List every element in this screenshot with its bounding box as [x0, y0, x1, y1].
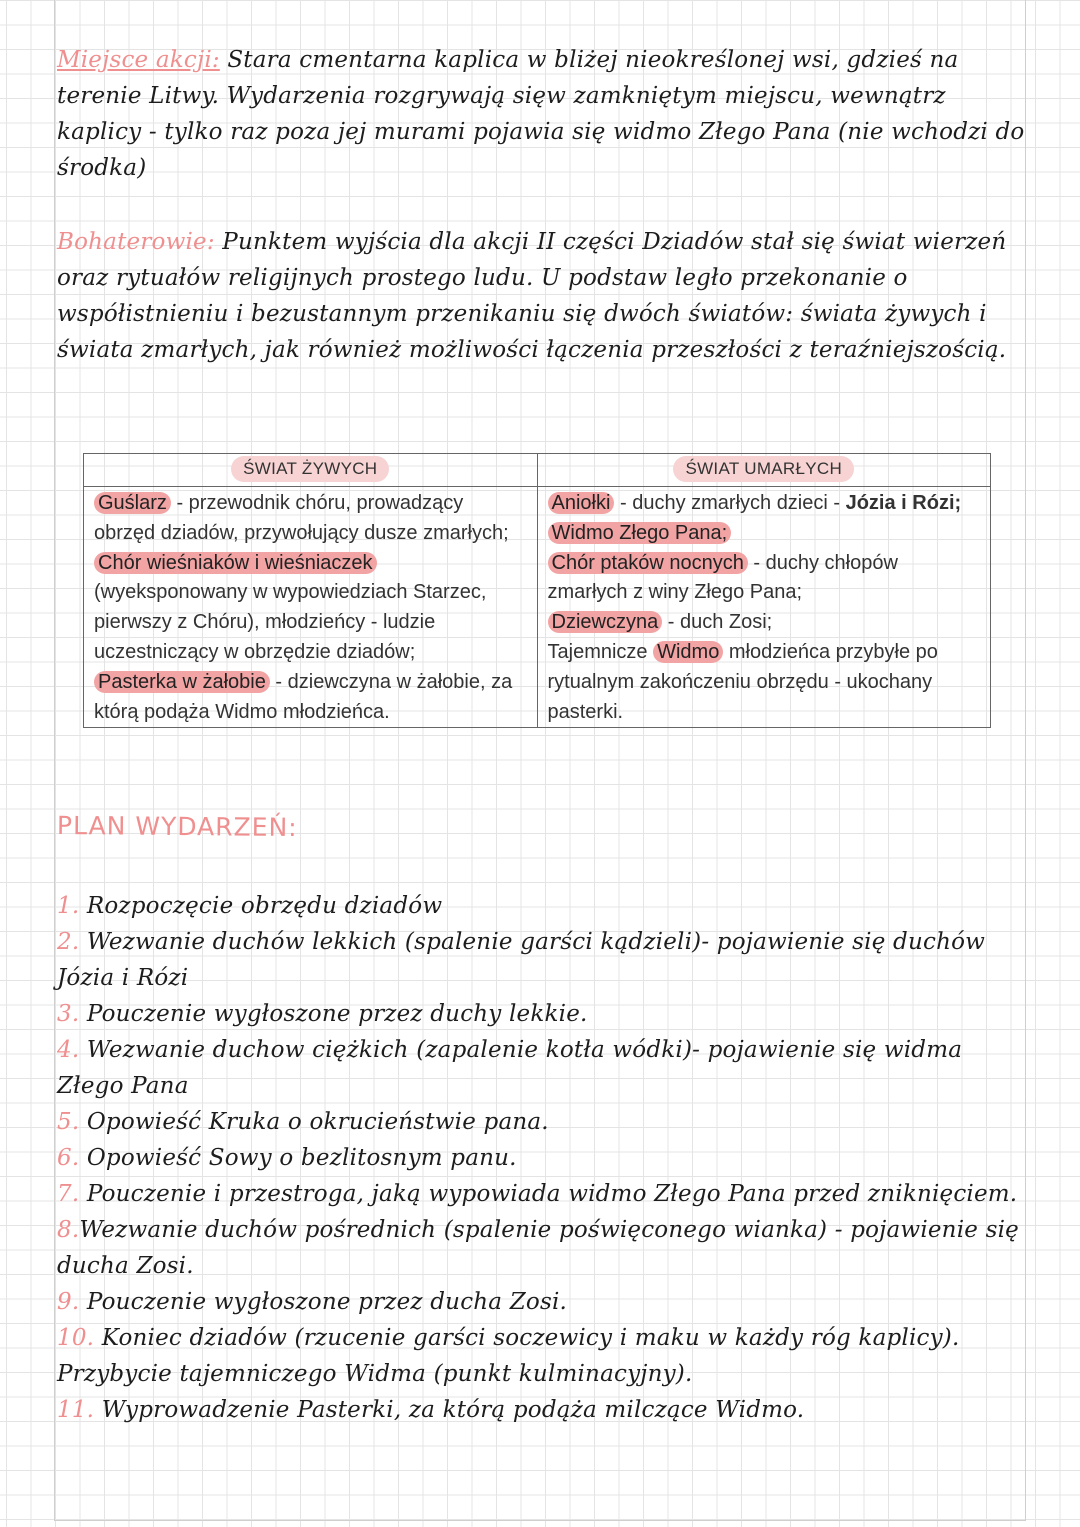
plan-item: 11. Wyprowadzenie Pasterki, za którą podąża milczące Widmo. [57, 1397, 805, 1423]
dead-world-header: ŚWIAT UMARŁYCH [537, 454, 991, 487]
night-birds-choir-desc: - duchy chłopów zmarłych z winy Złego Pana; [547, 551, 898, 604]
heroes-label: Bohaterowie: [57, 229, 215, 255]
angels-desc: - duchy zmarłych dzieci - [614, 492, 846, 514]
worlds-table-body-row [84, 487, 991, 728]
plan-item: 3. Pouczenie wygłoszone przez duchy lekkie. [57, 1001, 588, 1027]
setting-text: Stara cmentarna kaplica w bliżej nieokreślonej wsi, gdzieś na terenie Litwy. Wydarzenia rozgrywają sięw zamkniętym miejscu, wewnątrz kaplicy - tylko raz poza jej murami pojawia się widmo Złego Pana (nie wchodzi do środka) [57, 47, 1025, 181]
plan-item: 9. Pouczenie wygłoszone przez ducha Zosi. [57, 1289, 568, 1315]
plan-title: PLAN WYDARZEŃ: [56, 810, 298, 843]
plan-item: 8.Wezwanie duchów pośrednich (spalenie poświęconego wianka) - pojawienie się ducha Zosi. [57, 1217, 1019, 1279]
setting-label: Miejsce akcji: [57, 47, 220, 73]
setting-paragraph [57, 42, 1032, 186]
shepherdess-name: Pasterka w żałobie [94, 671, 270, 693]
evil-lord-phantom-name: Widmo Złego Pana; [548, 522, 732, 544]
shepherdess-desc: - dziewczyna w żałobie, za którą podąża Widmo młodzieńca. [94, 670, 513, 723]
plan-item: 6. Opowieść Sowy o bezlitosnym panu. [57, 1145, 517, 1171]
girl-desc: - duch Zosi; [662, 611, 773, 634]
plan-item: 10. Koniec dziadów (rzucenie garści soczewicy i maku w każdy róg kaplicy). Przybycie tajemniczego Widma (punkt kulminacyjny). [57, 1325, 960, 1387]
phantom-prefix: Tajemnicze [547, 640, 654, 663]
heroes-text: Punktem wyjścia dla akcji II części Dziadów stał się świat wierzeń oraz rytuałów religijnych prostego ludu. U podstaw legło przekonanie o współistnieniu i bezustannym przenikaniu się dwóch światów: świata żywych i świata zmarłych, jak również możliwości łączenia przeszłości z teraźniejszością. [57, 229, 1007, 363]
living-world-header: ŚWIAT ŻYWYCH [84, 454, 538, 487]
girl-name: Dziewczyna [548, 611, 663, 633]
villagers-choir-desc: (wyeksponowany w wypowiedziach Starzec, pierwszy z Chóru), młodzieńcy - ludzie uczestniczący w obrzędzie dziadów; [94, 581, 487, 663]
dead-world-cell [537, 487, 991, 728]
angels-names-bold: Józia i Rózi; [845, 492, 962, 514]
plan-item: 5. Opowieść Kruka o okrucieństwie pana. [57, 1109, 549, 1135]
angels-name: Aniołki [548, 492, 615, 514]
plan-item: 2. Wezwanie duchów lekkich (spalenie garści kądzieli)- pojawienie się duchów Józia i Rózi [57, 929, 986, 991]
plan-item: 7. Pouczenie i przestroga, jaką wypowiada widmo Złego Pana przed zniknięciem. [57, 1181, 1018, 1207]
phantom-name: Widmo [653, 641, 723, 663]
guslarz-desc: - przewodnik chóru, prowadzący obrzęd dziadów, przywołujący dusze zmarłych; [94, 492, 509, 544]
phantom-desc: młodzieńca przybyłe po rytualnym zakończeniu obrzędu - ukochany pasterki. [547, 640, 938, 723]
night-birds-choir-name: Chór ptaków nocnych [548, 552, 748, 574]
villagers-choir-name: Chór wieśniaków i wieśniaczek [94, 552, 377, 574]
worlds-table [83, 453, 991, 728]
plan-item: 1. Rozpoczęcie obrzędu dziadów [57, 893, 443, 919]
plan-item: 4. Wezwanie duchow ciężkich (zapalenie kotła wódki)- pojawienie się widma Złego Pana [57, 1037, 963, 1099]
worlds-table-header-row [84, 454, 991, 487]
guslarz-name: Guślarz [94, 492, 171, 514]
living-world-cell [84, 487, 538, 728]
plan-list [57, 888, 1032, 1428]
heroes-paragraph [57, 224, 1032, 368]
